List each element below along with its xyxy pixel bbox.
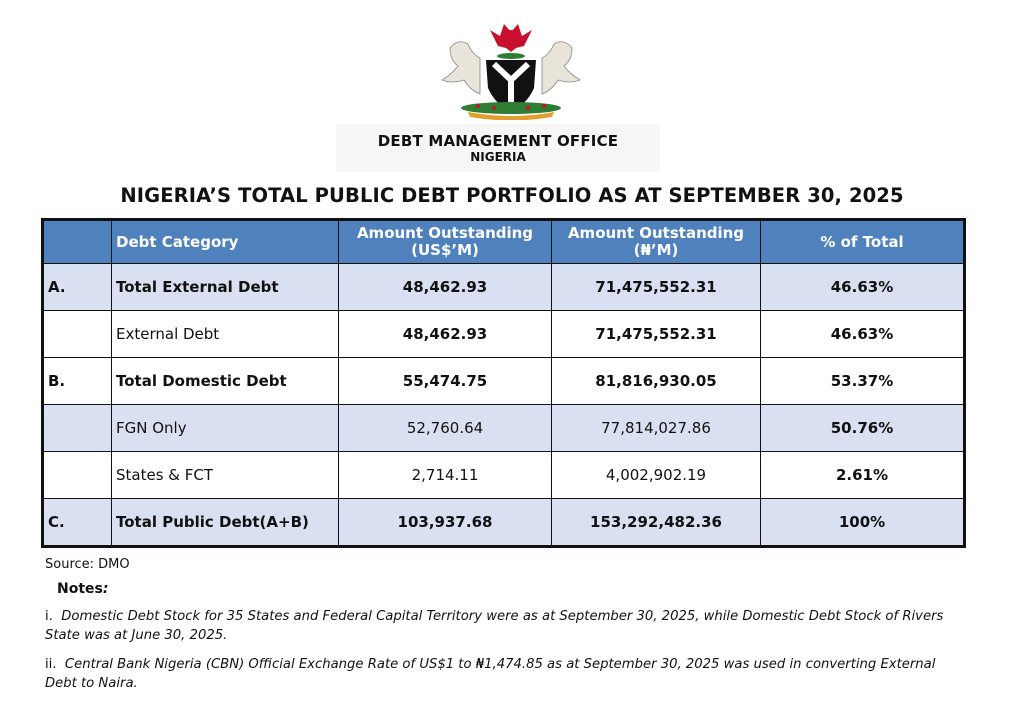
row-usd: 2,714.11 xyxy=(339,452,552,499)
source-note: Source: DMO xyxy=(45,557,130,572)
row-label xyxy=(43,405,112,452)
row-pct: 46.63% xyxy=(761,311,965,358)
note-text: Central Bank Nigeria (CBN) Official Exchange Rate of US$1 to ₦1,474.85 as at September 30, 2025 was used in converting External Debt to Naira. xyxy=(45,657,936,691)
row-pct: 2.61% xyxy=(761,452,965,499)
row-usd: 52,760.64 xyxy=(339,405,552,452)
table-header-row xyxy=(43,220,965,264)
row-category: States & FCT xyxy=(112,452,339,499)
row-category: External Debt xyxy=(112,311,339,358)
row-label xyxy=(43,311,112,358)
row-usd: 48,462.93 xyxy=(339,311,552,358)
notes-heading-colon: : xyxy=(102,581,109,597)
column-header-label xyxy=(43,220,112,264)
debt-table xyxy=(41,218,966,548)
row-usd: 55,474.75 xyxy=(339,358,552,405)
org-country: NIGERIA xyxy=(470,150,526,164)
notes-heading xyxy=(57,581,108,597)
row-label: B. xyxy=(43,358,112,405)
row-ngn: 77,814,027.86 xyxy=(552,405,761,452)
note-number: i. xyxy=(45,609,53,624)
row-pct: 100% xyxy=(761,499,965,547)
table-row-total-public xyxy=(43,499,965,547)
table-row-total-domestic xyxy=(43,358,965,405)
row-category: FGN Only xyxy=(112,405,339,452)
coat-of-arms-icon xyxy=(428,18,594,120)
row-pct: 46.63% xyxy=(761,264,965,311)
note-text: Domestic Debt Stock for 35 States and Federal Capital Territory were as at September 30, 2025, while Domestic Debt Stock of Rivers State was at June 30, 2025. xyxy=(45,609,944,643)
column-header-usd-line2: (US$’M) xyxy=(411,241,479,259)
row-ngn: 81,816,930.05 xyxy=(552,358,761,405)
org-name: DEBT MANAGEMENT OFFICE xyxy=(377,132,619,150)
row-ngn: 71,475,552.31 xyxy=(552,264,761,311)
row-label xyxy=(43,452,112,499)
row-category: Total External Debt xyxy=(112,264,339,311)
table-row-external-debt xyxy=(43,311,965,358)
row-usd: 48,462.93 xyxy=(339,264,552,311)
row-label: C. xyxy=(43,499,112,547)
row-pct: 50.76% xyxy=(761,405,965,452)
row-category: Total Domestic Debt xyxy=(112,358,339,405)
note-item xyxy=(45,655,965,693)
row-ngn: 71,475,552.31 xyxy=(552,311,761,358)
page-title: NIGERIA’S TOTAL PUBLIC DEBT PORTFOLIO AS AT SEPTEMBER 30, 2025 xyxy=(120,184,904,207)
column-header-ngn-line2: (₦’M) xyxy=(633,241,679,259)
row-ngn: 153,292,482.36 xyxy=(552,499,761,547)
row-label: A. xyxy=(43,264,112,311)
column-header-category: Debt Category xyxy=(112,220,339,264)
notes-heading-text: Notes xyxy=(57,581,103,597)
table-row-states-fct xyxy=(43,452,965,499)
row-ngn: 4,002,902.19 xyxy=(552,452,761,499)
row-pct: 53.37% xyxy=(761,358,965,405)
column-header-usd xyxy=(339,220,552,264)
column-header-ngn-line1: Amount Outstanding xyxy=(567,224,745,242)
table-row-fgn-only xyxy=(43,405,965,452)
note-number: ii. xyxy=(45,657,57,672)
org-header xyxy=(336,124,660,172)
column-header-usd-line1: Amount Outstanding xyxy=(356,224,534,242)
column-header-ngn xyxy=(552,220,761,264)
note-item xyxy=(45,607,965,645)
table-row-total-external xyxy=(43,264,965,311)
column-header-pct: % of Total xyxy=(761,220,965,264)
row-usd: 103,937.68 xyxy=(339,499,552,547)
row-category: Total Public Debt(A+B) xyxy=(112,499,339,547)
